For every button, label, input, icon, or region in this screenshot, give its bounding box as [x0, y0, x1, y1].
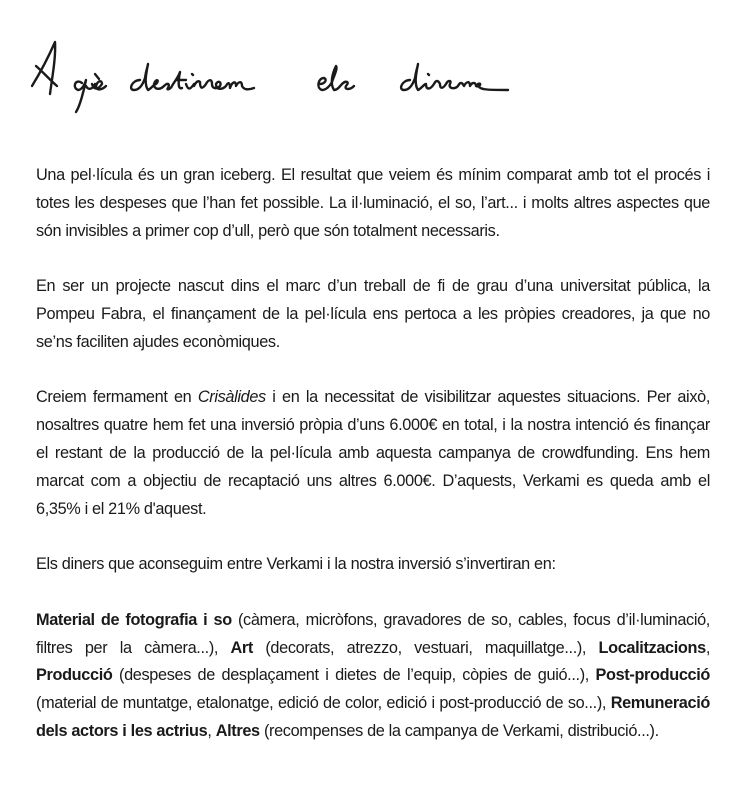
- expense-label: Localitzacions: [598, 638, 706, 657]
- expense-label: Producció: [36, 666, 113, 685]
- expenses-list: [36, 607, 710, 746]
- expense-label: Altres: [215, 721, 260, 740]
- handwritten-title-drawing: [30, 28, 720, 118]
- paragraph-iceberg: Una pel·lícula és un gran iceberg. El resultat que veiem és mínim comparat amb tot el procés i totes les despeses que l’han fet possible. La il·luminació, el so, l’art... i molts altres aspectes que són invisibles a primer cop d’ull, però que són totalment necessaris.: [36, 166, 710, 240]
- film-title: Crisàlides: [197, 388, 266, 407]
- paragraph-intro-expenses: Els diners que aconseguim entre Verkami i la nostra inversió s’invertiran en:: [36, 555, 556, 574]
- paragraph-investment-rest: i en la necessitat de visibilitzar aquestes situacions. Per això, nosaltres quatre hem fet una inversió pròpia d’uns 6.000€ en total, i la nostra intenció és finançar el restant de la producció de la pel·lícula amb aquesta campanya de crowdfunding. Ens hem marcat com a objectiu de recaptació uns altres 6.000€. D’aquests, Verkami es queda amb el 6,35% i el 21% d'aquest.: [36, 388, 710, 518]
- expense-label: Post-producció: [595, 666, 710, 685]
- paragraph-investment-start: Creiem fermament en: [36, 388, 198, 407]
- expense-detail: (recompenses de la campanya de Verkami, distribució...).: [259, 721, 659, 740]
- paragraph-financing: En ser un projecte nascut dins el marc d’un treball de fi de grau d’una universitat pública, la Pompeu Fabra, el finançament de la pel·lícula ens pertoca a les pròpies creadores, ja que no se’ns faciliten ajudes econòmiques.: [36, 277, 710, 351]
- expense-label: Art: [230, 638, 253, 657]
- expense-detail: ,: [207, 721, 216, 740]
- expense-label: Remuneració dels actors i les actrius: [36, 694, 710, 740]
- expense-detail: (material de muntatge, etalonatge, edició de color, edició i post-producció de so...),: [36, 694, 611, 713]
- paragraph-investment: [36, 384, 710, 523]
- article-body: [36, 162, 710, 746]
- handwritten-title: [30, 28, 720, 118]
- expense-detail: ,: [705, 638, 710, 657]
- expense-detail: (despeses de desplaçament i dietes de l’equip, còpies de guió...),: [112, 666, 596, 685]
- expense-label: Material de fotografia i so: [36, 610, 232, 629]
- expense-detail: (càmera, micròfons, gravadores de so, cables, focus d’il·luminació, filtres per la càmera...),: [36, 610, 710, 657]
- expense-detail: (decorats, atrezzo, vestuari, maquillatge...),: [252, 638, 599, 657]
